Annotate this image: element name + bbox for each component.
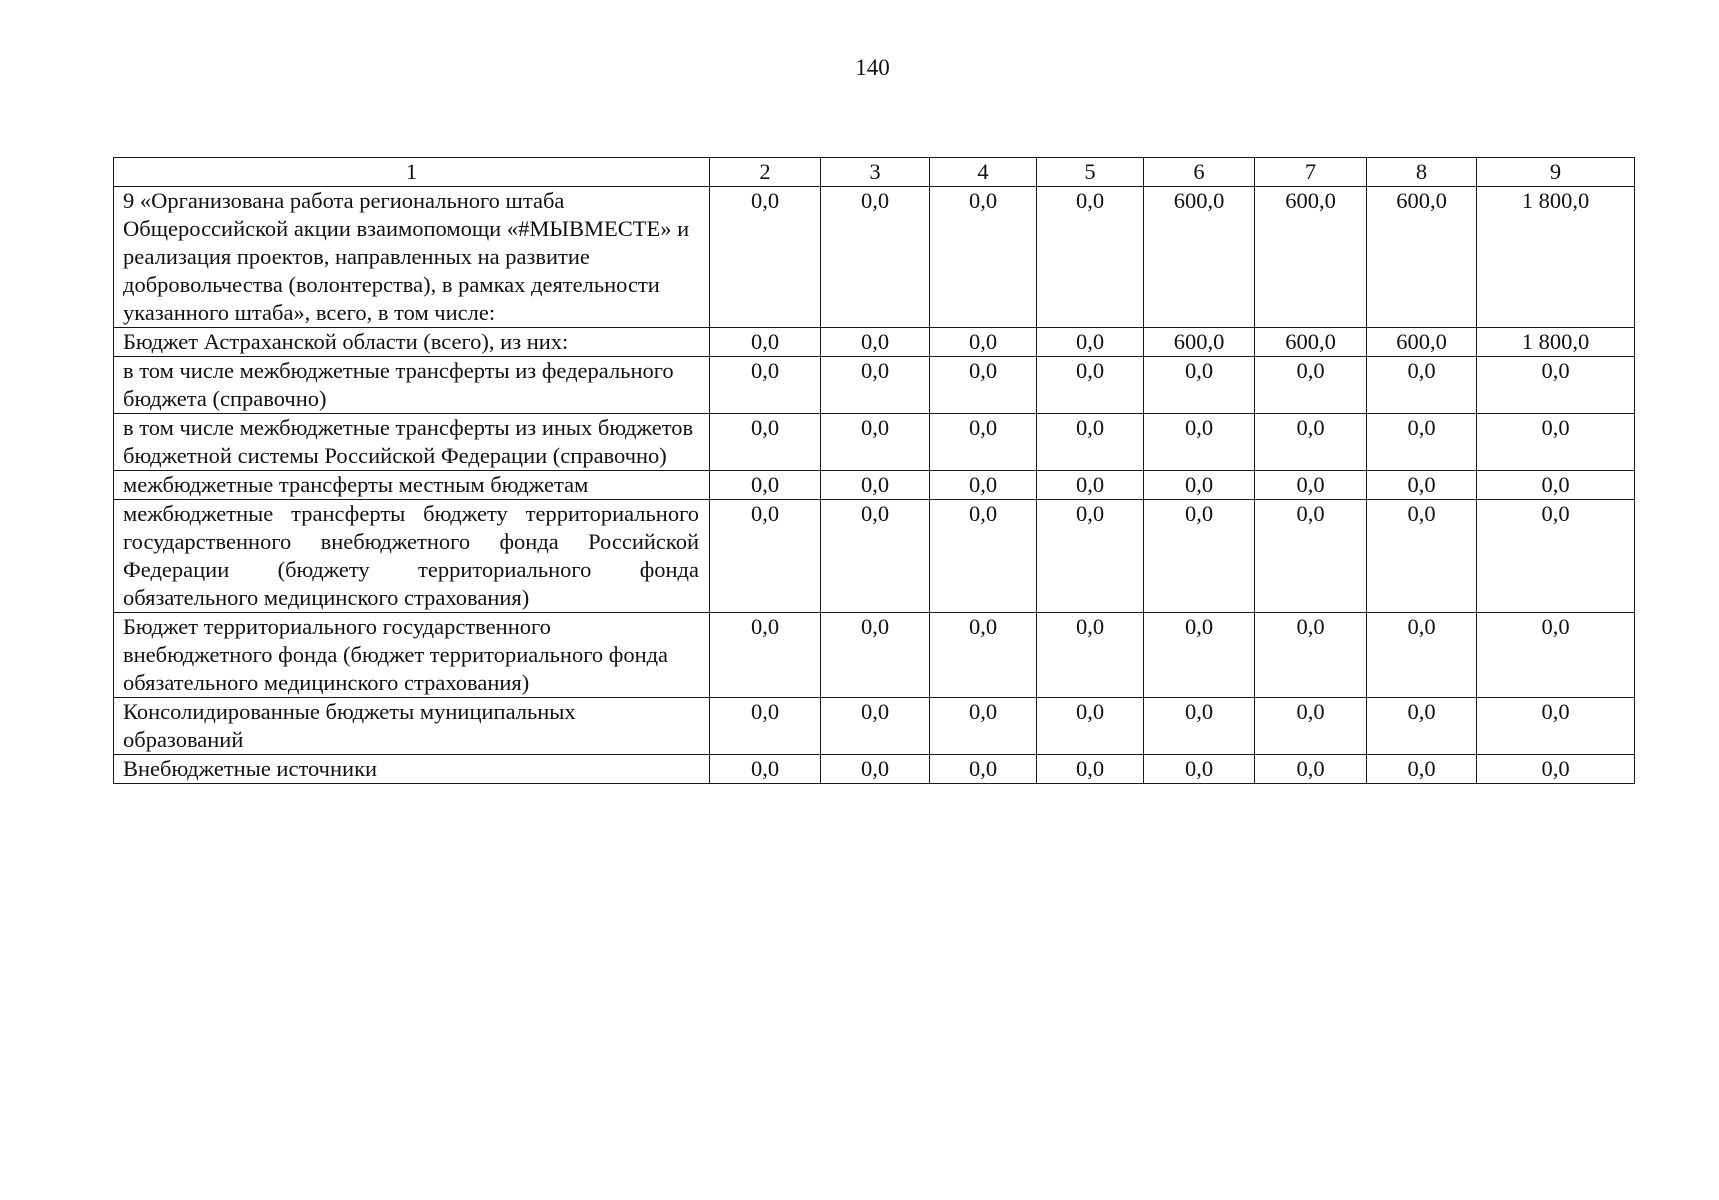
table-cell: 0,0 — [930, 414, 1037, 471]
column-header: 1 — [114, 158, 710, 187]
table-cell: 0,0 — [930, 698, 1037, 755]
table-cell: 0,0 — [1255, 500, 1367, 613]
table-cell: 0,0 — [1144, 613, 1255, 698]
table-cell: 0,0 — [821, 500, 930, 613]
table-cell: 0,0 — [1037, 414, 1144, 471]
column-header: 4 — [930, 158, 1037, 187]
table-cell: 0,0 — [930, 357, 1037, 414]
table-cell: 0,0 — [1477, 500, 1635, 613]
table-cell: 0,0 — [1367, 755, 1477, 784]
table-cell: 0,0 — [930, 613, 1037, 698]
table-cell: 0,0 — [710, 698, 821, 755]
table-cell: 0,0 — [1037, 328, 1144, 357]
table-cell: 0,0 — [821, 357, 930, 414]
table-cell: 0,0 — [710, 187, 821, 328]
table-cell: 600,0 — [1367, 187, 1477, 328]
table-cell: 0,0 — [1367, 471, 1477, 500]
table-cell: 0,0 — [821, 414, 930, 471]
table-cell: 0,0 — [1255, 357, 1367, 414]
table-cell: 0,0 — [1144, 500, 1255, 613]
table-row — [114, 471, 1635, 500]
table-cell: 0,0 — [710, 471, 821, 500]
table-cell: 0,0 — [1037, 500, 1144, 613]
table-cell: 600,0 — [1144, 187, 1255, 328]
row-label: в том числе межбюджетные трансферты из федерального бюджета (справочно) — [114, 357, 710, 414]
table-cell: 0,0 — [821, 613, 930, 698]
table-cell: 0,0 — [1037, 187, 1144, 328]
column-header: 9 — [1477, 158, 1635, 187]
table-row — [114, 698, 1635, 755]
table-cell: 0,0 — [1367, 414, 1477, 471]
table-row — [114, 187, 1635, 328]
table-cell: 0,0 — [1477, 414, 1635, 471]
table-cell: 0,0 — [1367, 357, 1477, 414]
table-row — [114, 613, 1635, 698]
table-cell: 0,0 — [1037, 698, 1144, 755]
row-label: межбюджетные трансферты местным бюджетам — [114, 471, 710, 500]
table-cell: 0,0 — [1477, 755, 1635, 784]
table-cell: 0,0 — [930, 755, 1037, 784]
table-cell: 1 800,0 — [1477, 187, 1635, 328]
table-cell: 0,0 — [1367, 500, 1477, 613]
column-header: 6 — [1144, 158, 1255, 187]
page-number: 140 — [855, 55, 890, 80]
table-cell: 0,0 — [930, 471, 1037, 500]
table-row — [114, 500, 1635, 613]
table-cell: 0,0 — [1367, 698, 1477, 755]
table-cell: 0,0 — [1037, 357, 1144, 414]
table-cell: 0,0 — [930, 500, 1037, 613]
table-cell: 0,0 — [1144, 471, 1255, 500]
table-cell: 0,0 — [821, 755, 930, 784]
column-header: 3 — [821, 158, 930, 187]
table-cell: 0,0 — [821, 471, 930, 500]
table-cell: 0,0 — [1037, 471, 1144, 500]
table-cell: 0,0 — [1144, 414, 1255, 471]
table-row — [114, 328, 1635, 357]
table-cell: 0,0 — [710, 328, 821, 357]
table-cell: 600,0 — [1255, 328, 1367, 357]
row-label: 9 «Организована работа регионального штаба Общероссийской акции взаимопомощи «#МЫВМЕСТЕ» и реализация проектов, направленных на развитие добровольчества (волонтерства), в рамках деятельности указанного штаба», всего, в том числе: — [114, 187, 710, 328]
column-header: 2 — [710, 158, 821, 187]
table-cell: 0,0 — [710, 755, 821, 784]
table-cell: 0,0 — [1144, 698, 1255, 755]
table-cell: 0,0 — [821, 698, 930, 755]
table-cell: 0,0 — [1477, 698, 1635, 755]
column-header: 7 — [1255, 158, 1367, 187]
table-cell: 0,0 — [930, 187, 1037, 328]
row-label: Внебюджетные источники — [114, 755, 710, 784]
row-label: межбюджетные трансферты бюджету территориального государственного внебюджетного фонда Российской Федерации (бюджету территориального фонда обязательного медицинского страхования) — [114, 500, 710, 613]
table-row — [114, 414, 1635, 471]
table-cell: 0,0 — [1255, 698, 1367, 755]
table-cell: 0,0 — [710, 414, 821, 471]
row-label: Бюджет территориального государственного внебюджетного фонда (бюджет территориального фонда обязательного медицинского страхования) — [114, 613, 710, 698]
table-cell: 0,0 — [1255, 414, 1367, 471]
table-cell: 0,0 — [1037, 613, 1144, 698]
table-cell: 0,0 — [1477, 613, 1635, 698]
table-cell: 0,0 — [1144, 357, 1255, 414]
table-header-row — [114, 158, 1635, 187]
table-cell: 0,0 — [930, 328, 1037, 357]
budget-table — [113, 157, 1635, 784]
row-label: в том числе межбюджетные трансферты из иных бюджетов бюджетной системы Российской Федерации (справочно) — [114, 414, 710, 471]
row-label: Бюджет Астраханской области (всего), из них: — [114, 328, 710, 357]
table-cell: 600,0 — [1255, 187, 1367, 328]
table-cell: 0,0 — [1477, 471, 1635, 500]
table-cell: 600,0 — [1144, 328, 1255, 357]
row-label: Консолидированные бюджеты муниципальных образований — [114, 698, 710, 755]
table-cell: 0,0 — [1255, 755, 1367, 784]
table-cell: 0,0 — [710, 500, 821, 613]
table-cell: 0,0 — [1037, 755, 1144, 784]
table-cell: 0,0 — [821, 328, 930, 357]
table-cell: 0,0 — [1144, 755, 1255, 784]
column-header: 5 — [1037, 158, 1144, 187]
table-cell: 1 800,0 — [1477, 328, 1635, 357]
table-cell: 0,0 — [1255, 613, 1367, 698]
table-cell: 0,0 — [1477, 357, 1635, 414]
table-cell: 0,0 — [710, 613, 821, 698]
table-cell: 0,0 — [1367, 613, 1477, 698]
table-row — [114, 357, 1635, 414]
table-row — [114, 755, 1635, 784]
table-cell: 600,0 — [1367, 328, 1477, 357]
table-cell: 0,0 — [1255, 471, 1367, 500]
table-cell: 0,0 — [821, 187, 930, 328]
table-cell: 0,0 — [710, 357, 821, 414]
column-header: 8 — [1367, 158, 1477, 187]
